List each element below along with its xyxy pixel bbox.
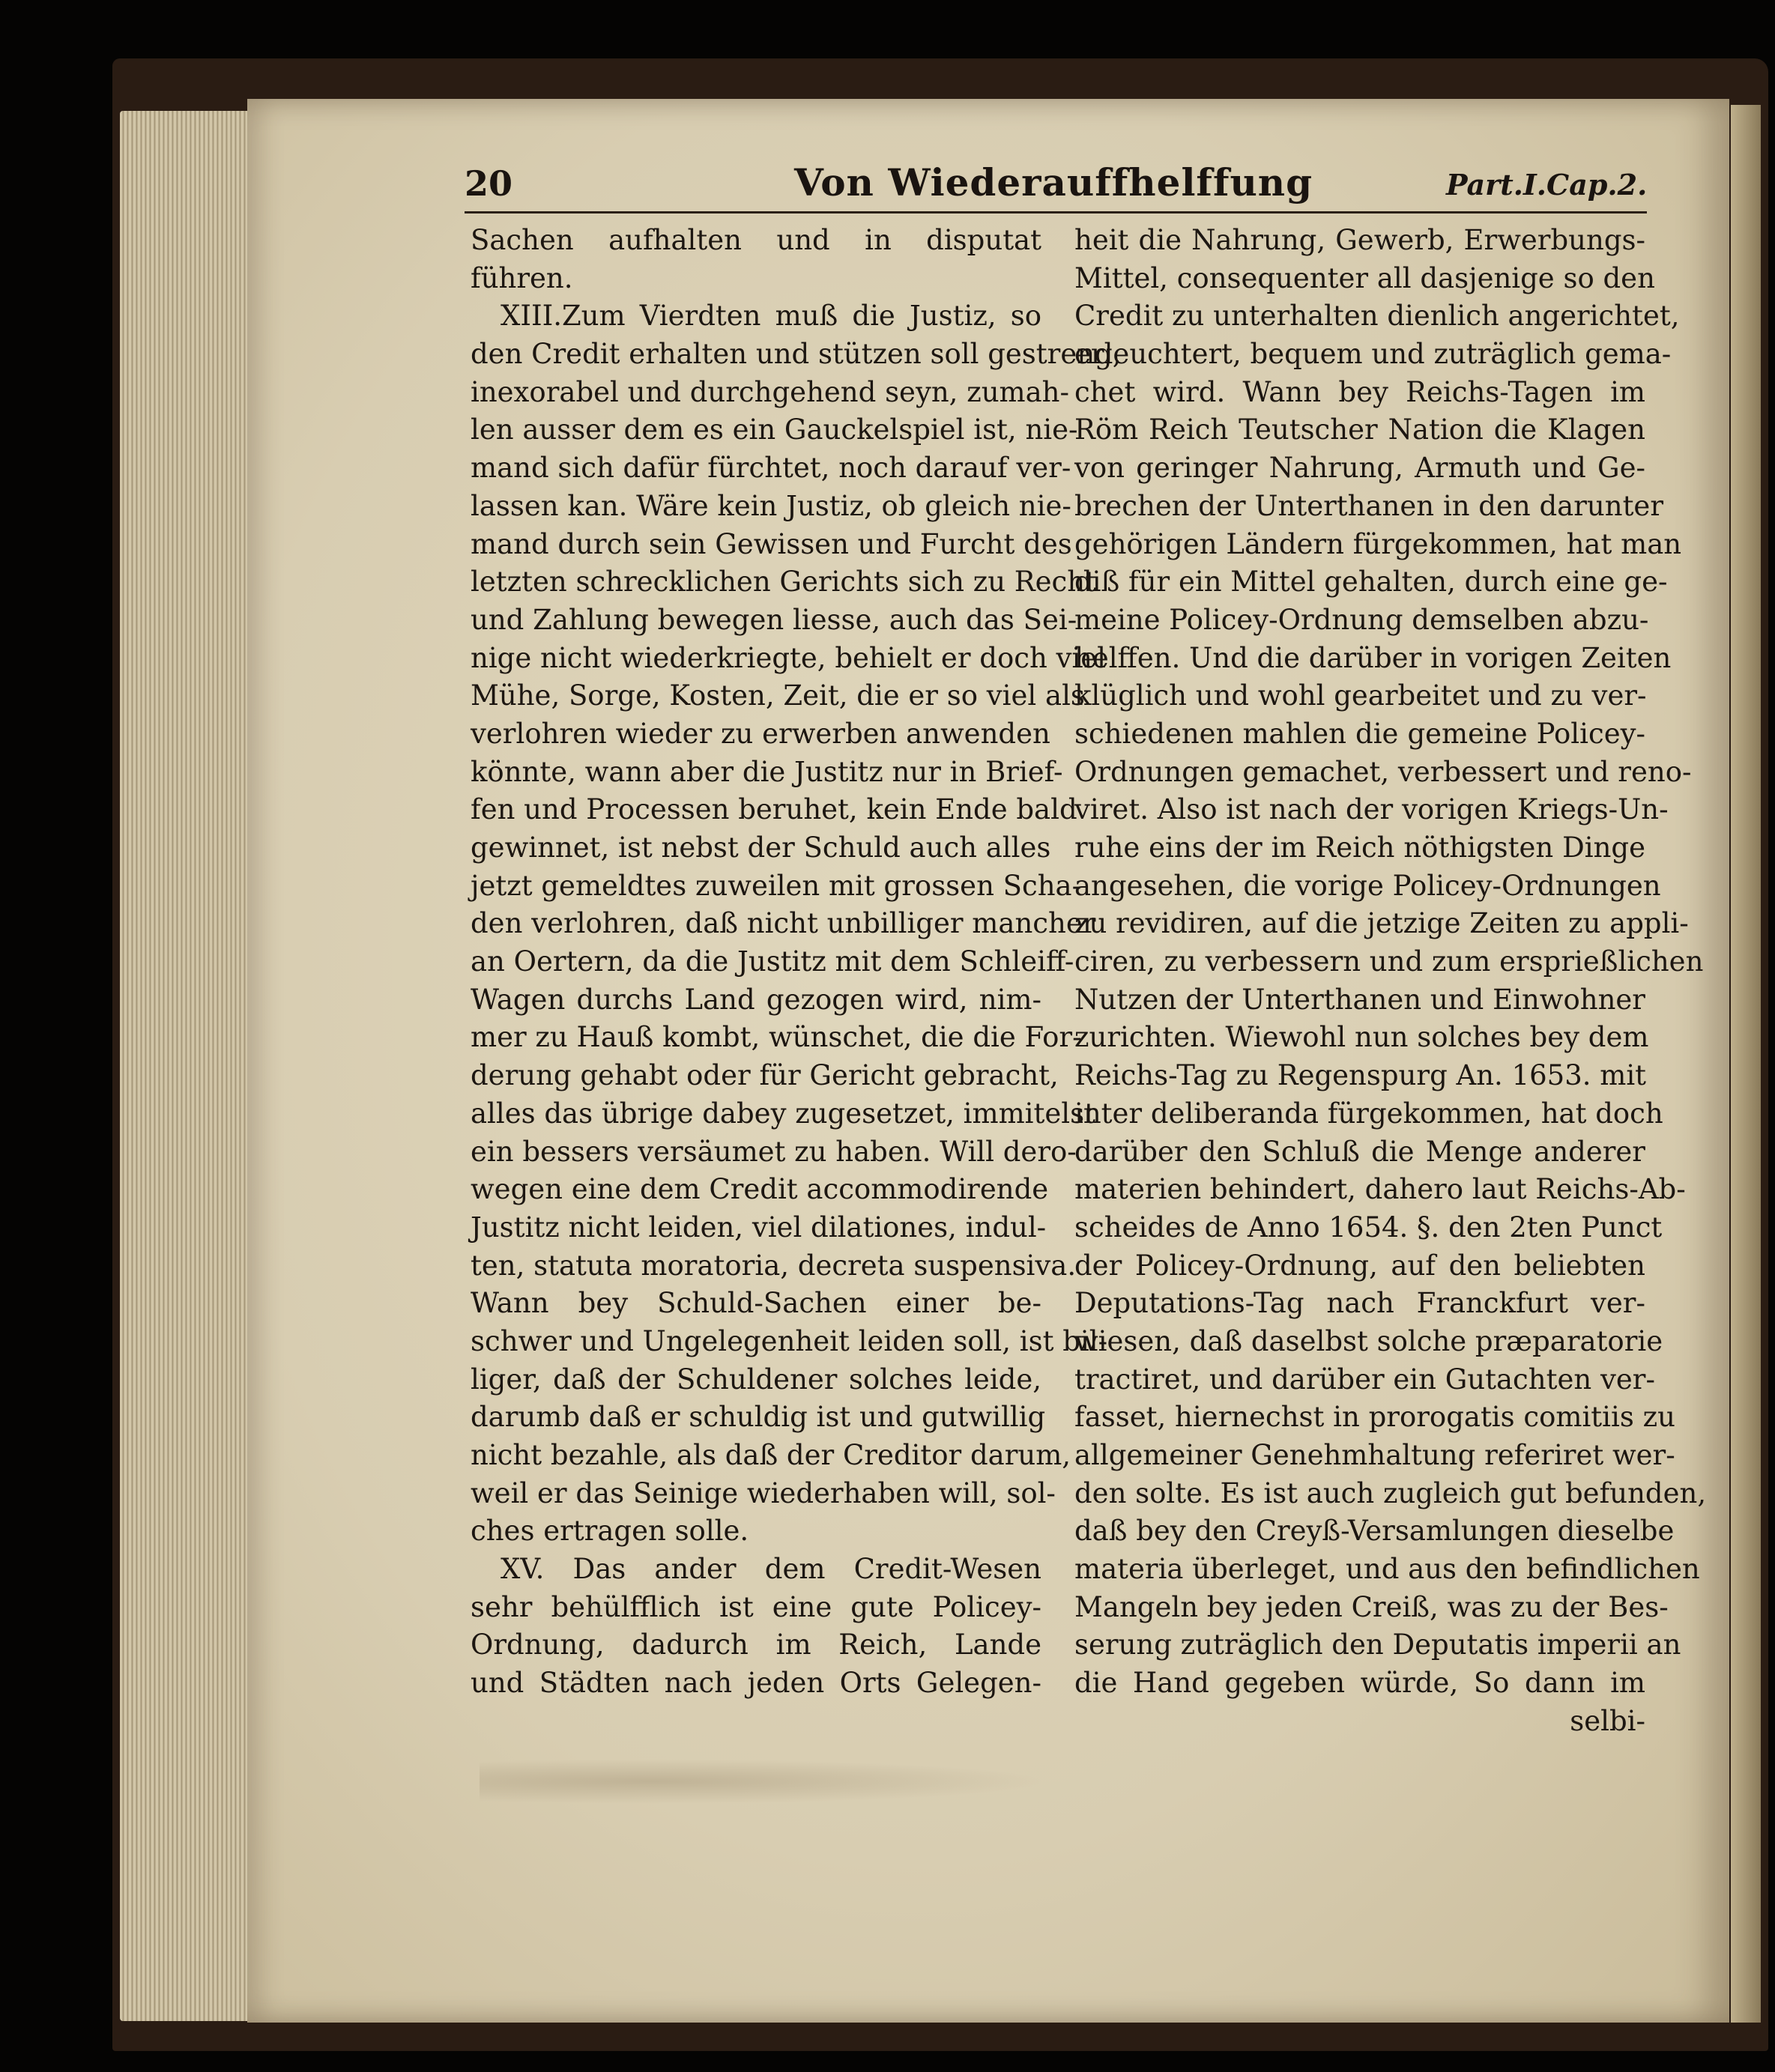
text-line: lassen kan. Wäre kein Justiz, ob gleich nie- — [471, 489, 1071, 522]
catchword: selbi- — [1570, 1704, 1645, 1737]
text-line: materien behindert, dahero laut Reichs-Ab- — [1074, 1173, 1686, 1206]
text-line: viret. Also ist nach der vorigen Kriegs-Un- — [1074, 793, 1669, 826]
text-line: heit die Nahrung, Gewerb, Erwerbungs- — [1074, 224, 1645, 256]
part-chapter-reference: Part.I.Cap.2. — [1446, 168, 1648, 202]
ink-smudge — [480, 1759, 1049, 1804]
text-line: allgemeiner Genehmhaltung referiret wer- — [1074, 1439, 1675, 1471]
page-header — [465, 160, 1648, 208]
text-line: Mühe, Sorge, Kosten, Zeit, die er so viel als — [471, 679, 1085, 712]
text-line: könnte, wann aber die Justitz nur in Brief- — [471, 755, 1063, 788]
text-line: Mittel, consequenter all dasjenige so den — [1074, 261, 1655, 294]
text-line: inter deliberanda fürgekommen, hat doch — [1074, 1097, 1663, 1130]
text-line: diß für ein Mittel gehalten, durch eine ge- — [1074, 566, 1668, 599]
text-line: klüglich und wohl gearbeitet und zu ver- — [1074, 679, 1647, 712]
text-line: Nutzen der Unterthanen und Einwohner — [1074, 983, 1645, 1016]
text-line: jetzt gemeldtes zuweilen mit grossen Scha- — [471, 869, 1082, 902]
text-line: den verlohren, daß nicht unbilliger mancher — [471, 907, 1096, 940]
text-line: nicht bezahle, als daß der Creditor darum, — [471, 1439, 1071, 1471]
text-line: mer zu Hauß kombt, wünschet, die die For- — [471, 1021, 1082, 1054]
text-line: den solte. Es ist auch zugleich gut befunden, — [1074, 1476, 1707, 1509]
text-line: sehr behülfflich ist eine gute Policey- — [471, 1590, 1041, 1623]
text-line: schwer und Ungelegenheit leiden soll, ist bil- — [471, 1324, 1108, 1357]
text-line: darumb daß er schuldig ist und gutwillig — [471, 1401, 1046, 1434]
text-line: Wagen durchs Land gezogen wird, nim- — [471, 983, 1041, 1016]
text-line: verlohren wieder zu erwerben anwenden — [471, 717, 1050, 750]
text-line: Röm Reich Teutscher Nation die Klagen — [1074, 414, 1645, 446]
text-line: ten, statuta moratoria, decreta suspensiva. — [471, 1249, 1077, 1282]
text-line: XIII.Zum Vierdten muß die Justiz, so — [501, 300, 1041, 333]
text-line: schiedenen mahlen die gemeine Policey- — [1074, 717, 1645, 750]
text-line: gewinnet, ist nebst der Schuld auch alles — [471, 831, 1051, 864]
text-line: Mangeln bey jeden Creiß, was zu der Bes- — [1074, 1590, 1669, 1623]
text-line: inexorabel und durchgehend seyn, zumah- — [471, 375, 1070, 408]
text-line: Wann bey Schuld-Sachen einer be- — [471, 1287, 1041, 1320]
text-line: mand durch sein Gewissen und Furcht des — [471, 527, 1072, 560]
text-line: letzten schrecklichen Gerichts sich zu Recht — [471, 566, 1096, 599]
text-line: brechen der Unterthanen in den darunter — [1074, 489, 1664, 522]
text-line: len ausser dem es ein Gauckelspiel ist, nie- — [471, 414, 1078, 446]
header-rule — [465, 211, 1647, 213]
text-line: daß bey den Creyß-Versamlungen dieselbe — [1074, 1515, 1675, 1548]
text-line: führen. — [471, 261, 573, 294]
text-line: tractiret, und darüber ein Gutachten ver- — [1074, 1363, 1655, 1396]
text-line: die Hand gegeben würde, So dann im — [1074, 1667, 1645, 1700]
text-line: ciren, zu verbessern und zum ersprießlichen — [1074, 945, 1704, 978]
text-line: darüber den Schluß die Menge anderer — [1074, 1135, 1645, 1168]
text-line: Reichs-Tag zu Regenspurg An. 1653. mit — [1074, 1059, 1647, 1092]
text-line: wiesen, daß daselbst solche præparatorie — [1074, 1324, 1663, 1357]
text-line: ches ertragen solle. — [471, 1515, 749, 1548]
page-edges — [120, 111, 251, 2021]
text-line: nige nicht wiederkriegte, behielt er doch viel — [471, 641, 1107, 674]
text-line: XV. Das ander dem Credit-Wesen — [501, 1553, 1041, 1586]
text-line: der Policey-Ordnung, auf den beliebten — [1074, 1249, 1645, 1282]
text-line: mand sich dafür fürchtet, noch darauf ver- — [471, 452, 1071, 485]
text-line: chet wird. Wann bey Reichs-Tagen im — [1074, 375, 1645, 408]
running-title: Von Wiederauffhelffung — [794, 160, 1313, 205]
text-line: ein bessers versäumet zu haben. Will dero- — [471, 1135, 1077, 1168]
text-line: liger, daß der Schuldener solches leide, — [471, 1363, 1041, 1396]
text-line: gehörigen Ländern fürgekommen, hat man — [1074, 527, 1682, 560]
text-line: von geringer Nahrung, Armuth und Ge- — [1074, 452, 1645, 485]
text-line: Deputations-Tag nach Franckfurt ver- — [1074, 1287, 1645, 1320]
text-line: wegen eine dem Credit accommodirende — [471, 1173, 1049, 1206]
text-line: materia überleget, und aus den befindlichen — [1074, 1553, 1700, 1586]
text-line: und Zahlung bewegen liesse, auch das Sei- — [471, 603, 1077, 636]
text-line: erleuchtert, bequem und zuträglich gema- — [1074, 338, 1672, 371]
text-line: Sachen aufhalten und in disputat — [471, 224, 1041, 256]
text-line: serung zuträglich den Deputatis imperii an — [1074, 1629, 1681, 1661]
text-line: derung gehabt oder für Gericht gebracht, — [471, 1059, 1059, 1092]
text-line: angesehen, die vorige Policey-Ordnungen — [1074, 869, 1661, 902]
text-line: zurichten. Wiewohl nun solches bey dem — [1074, 1021, 1649, 1054]
text-line: Ordnung, dadurch im Reich, Lande — [471, 1629, 1041, 1661]
text-line: Ordnungen gemachet, verbessert und reno- — [1074, 755, 1692, 788]
text-line: alles das übrige dabey zugesetzet, immitelst — [471, 1097, 1095, 1130]
facing-page-edge — [1731, 105, 1761, 2023]
text-line: fasset, hiernechst in prorogatis comitiis zu — [1074, 1401, 1675, 1434]
text-line: Justitz nicht leiden, viel dilationes, indul- — [471, 1211, 1047, 1243]
text-line: zu revidiren, auf die jetzige Zeiten zu appli- — [1074, 907, 1689, 940]
text-line: fen und Processen beruhet, kein Ende bald — [471, 793, 1077, 826]
right-text-column — [1074, 222, 1707, 1741]
text-line: an Oertern, da die Justitz mit dem Schleiff- — [471, 945, 1074, 978]
text-line: weil er das Seinige wiederhaben will, sol- — [471, 1476, 1056, 1509]
text-line: und Städten nach jeden Orts Gelegen- — [471, 1667, 1041, 1700]
page-number: 20 — [465, 163, 513, 204]
text-line: meine Policey-Ordnung demselben abzu- — [1074, 603, 1649, 636]
text-line: Credit zu unterhalten dienlich angerichtet, — [1074, 300, 1680, 333]
text-line: ruhe eins der im Reich nöthigsten Dinge — [1074, 831, 1645, 864]
left-text-column — [471, 222, 1122, 1703]
text-line: scheides de Anno 1654. §. den 2ten Punct — [1074, 1211, 1663, 1243]
text-line: helffen. Und die darüber in vorigen Zeiten — [1074, 641, 1672, 674]
text-line: den Credit erhalten und stützen soll gestreng, — [471, 338, 1122, 371]
